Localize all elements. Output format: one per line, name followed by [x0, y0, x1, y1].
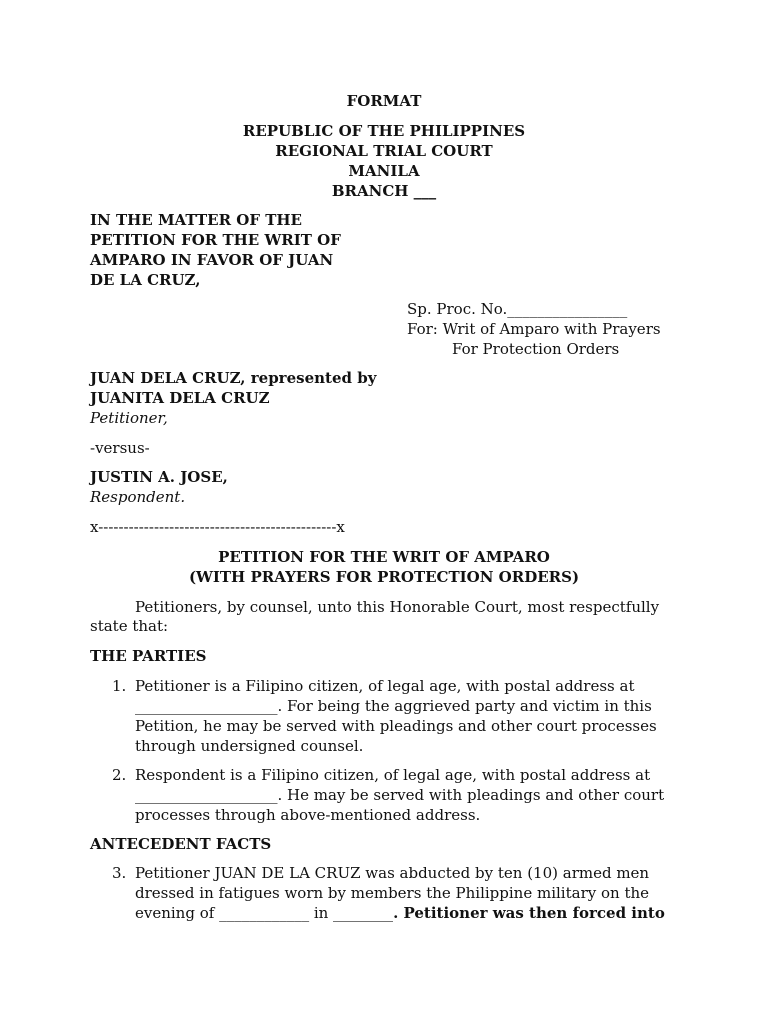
list-item-line-bold: . Petitioner was then forced into: [393, 904, 665, 922]
matter-line-1: IN THE MATTER OF THE: [90, 211, 302, 229]
matter-line-3: AMPARO IN FAVOR OF JUAN: [90, 251, 334, 269]
petitioner-name-2: JUANITA DELA CRUZ: [90, 389, 270, 407]
section-heading-antecedent-facts: ANTECEDENT FACTS: [90, 835, 272, 853]
case-for-line-1: For: Writ of Amparo with Prayers: [407, 320, 661, 338]
list-item-line: ___________________. He may be served with pleadings and other court: [135, 786, 665, 804]
list-item-line: Petition, he may be served with pleadings and other court processes: [135, 717, 657, 735]
petition-title-2: (WITH PRAYERS FOR PROTECTION ORDERS): [188, 568, 580, 586]
court-name: REGIONAL TRIAL COURT: [275, 142, 493, 160]
intro-line-2: state that:: [90, 617, 169, 635]
court-city: MANILA: [348, 162, 420, 180]
respondent-name: JUSTIN A. JOSE,: [90, 468, 228, 486]
petitioner-role: Petitioner,: [90, 409, 168, 427]
intro-line-1: Petitioners, by counsel, unto this Honorable Court, most respectfully: [135, 598, 660, 616]
matter-line-2: PETITION FOR THE WRIT OF: [90, 231, 341, 249]
list-item-line: Petitioner is a Filipino citizen, of legal age, with postal address at: [135, 677, 635, 695]
respondent-role: Respondent.: [90, 488, 186, 506]
versus-text: -versus-: [90, 439, 150, 457]
format-heading: FORMAT: [346, 92, 422, 110]
list-item-line: dressed in fatigues worn by members the Philippine military on the: [135, 884, 650, 902]
case-number: Sp. Proc. No.________________: [407, 300, 628, 318]
section-heading-parties: THE PARTIES: [90, 647, 207, 665]
court-republic: REPUBLIC OF THE PHILIPPINES: [242, 122, 526, 140]
petitioner-name-1: JUAN DELA CRUZ, represented by: [90, 369, 377, 387]
matter-line-4: DE LA CRUZ,: [90, 271, 201, 289]
list-item-line: processes through above-mentioned address.: [135, 806, 481, 824]
list-item-line: ___________________. For being the aggrieved party and victim in this: [135, 697, 652, 715]
court-branch: BRANCH ___: [331, 182, 437, 200]
list-item-line: Respondent is a Filipino citizen, of legal age, with postal address at: [135, 766, 651, 784]
list-item-line: Petitioner JUAN DE LA CRUZ was abducted by ten (10) armed men: [135, 864, 650, 882]
list-item-number: 3.: [112, 864, 127, 882]
list-item-line: through undersigned counsel.: [135, 737, 364, 755]
list-item-number: 1.: [112, 677, 127, 695]
list-item-number: 2.: [112, 766, 127, 784]
petition-title-1: PETITION FOR THE WRIT OF AMPARO: [218, 548, 550, 566]
list-item-line: [135, 904, 665, 924]
caption-divider: x-----------------------------------------------x: [90, 518, 345, 536]
case-for-line-2: For Protection Orders: [452, 340, 620, 358]
list-item-line-regular: evening of ____________ in ________: [135, 904, 394, 922]
